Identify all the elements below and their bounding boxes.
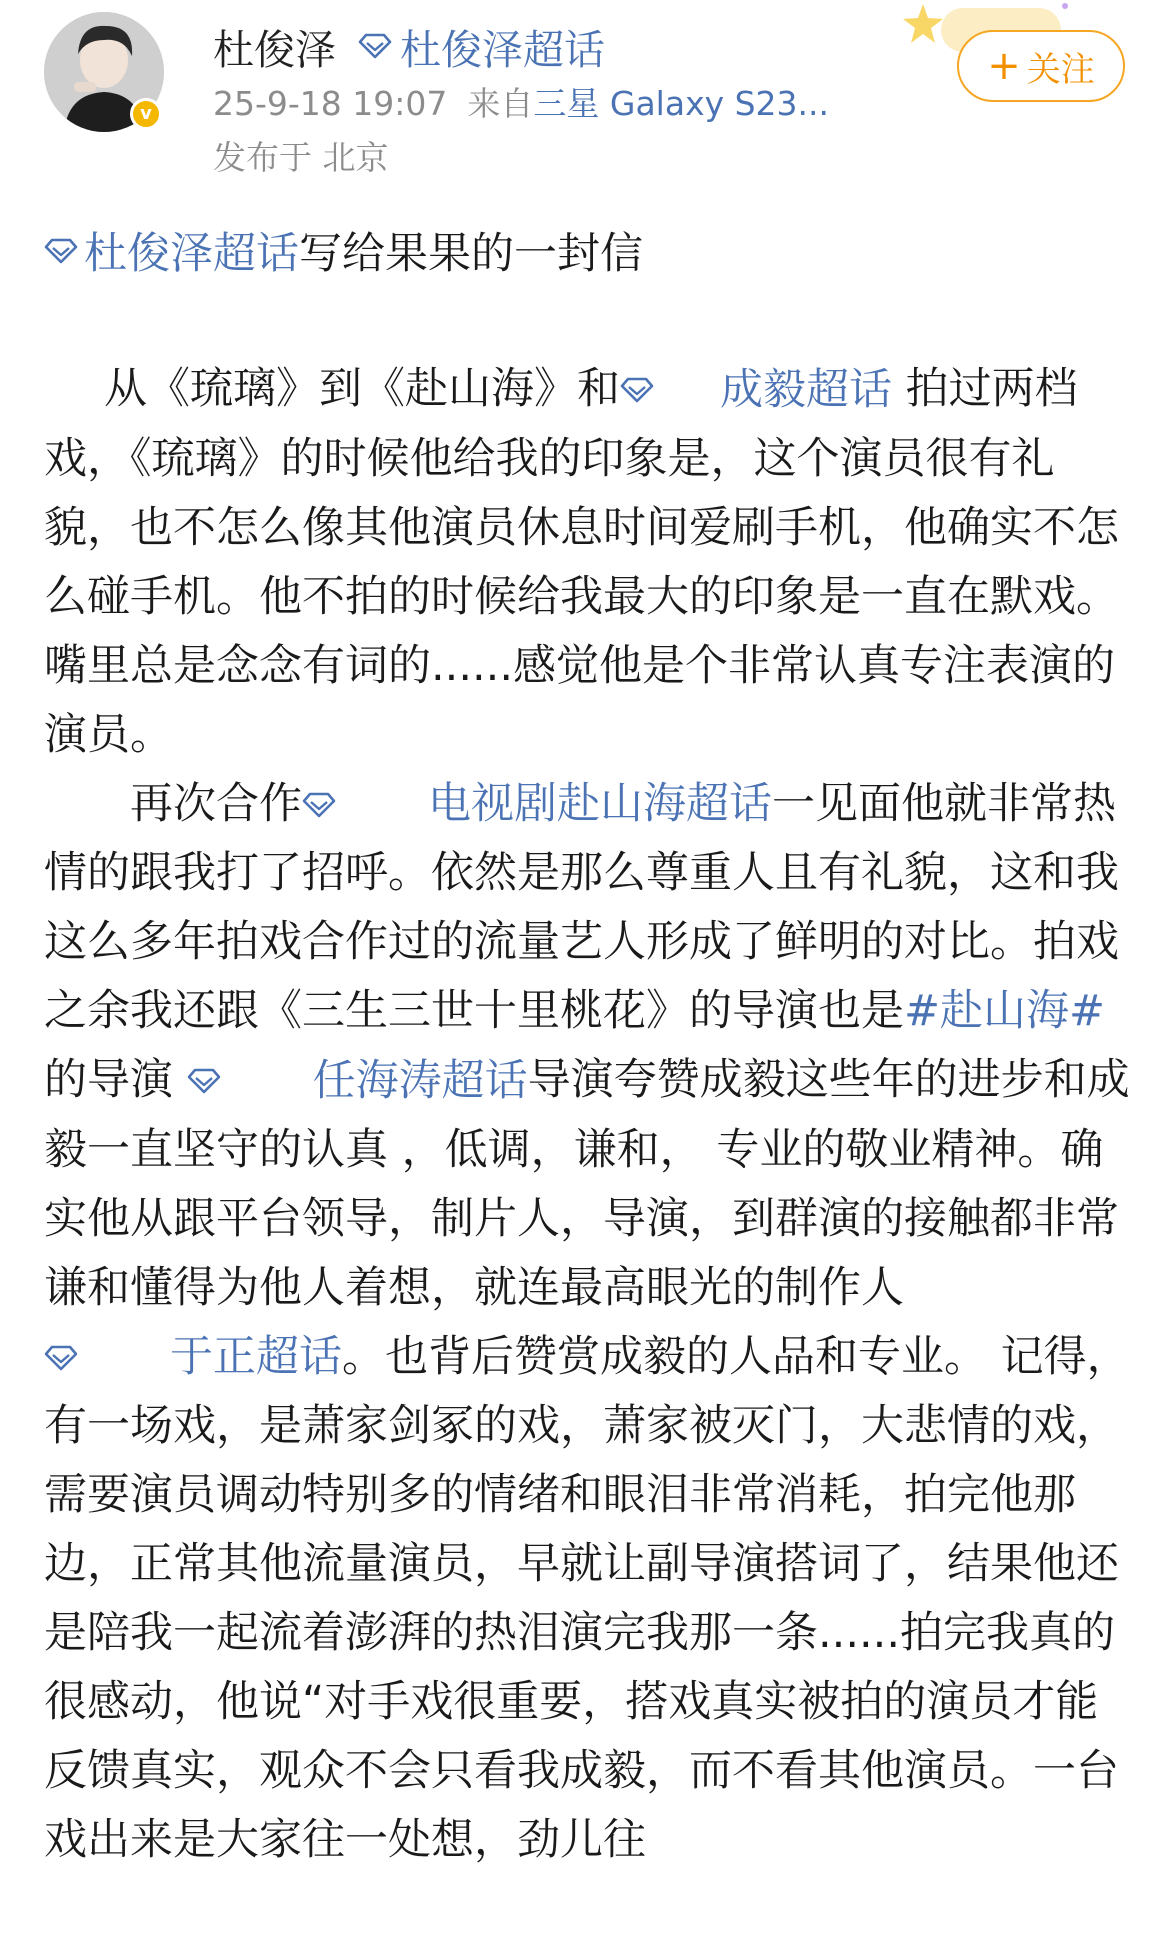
director-supertopic-label: 任海涛超话 [312, 1055, 528, 1106]
p1-text-b: 拍过两档戏，《琉璃》的时候他给我的印象是，这个演员很有礼貌，也不怎么像其他演员休息时间爱刷手机，他确实不怎么碰手机。他不拍的时候给我最大的印象是一直在默戏。嘴里总是念念有词的......感觉他是个非常认真专注表演的演员。 [44, 364, 1119, 760]
diamond-icon [187, 1068, 221, 1094]
title-supertopic-label: 杜俊泽超话 [84, 229, 299, 279]
diamond-icon [302, 792, 336, 818]
post-location: 发布于 北京 [213, 138, 389, 177]
author-row [213, 16, 605, 76]
chengyi-supertopic-link[interactable] [620, 356, 892, 425]
tvdrama-supertopic-link[interactable] [302, 770, 772, 839]
p2-text-e: 。也背后赞赏成毅的人品和专业。 记得，有一场戏，是萧家剑冢的戏，萧家被灭门，大悲情的戏，需要演员调动特别多的情绪和眼泪非常消耗，拍完他那边，正常其他流量演员，早就让副导演搭词了，结果他还是陪我一起流着澎湃的热泪演完我那一条......拍完我真的很感动，他说“对手戏很重要，搭戏真实被拍的演员才能反馈真实，观众不会只看我成毅，而不看其他演员。一台戏出来是大家往一处想，劲儿往 [44, 1331, 1130, 1865]
producer-supertopic-label: 于正超话 [170, 1332, 342, 1382]
chengyi-supertopic-label: 成毅超话 [720, 364, 892, 415]
author-supertopic-label: 杜俊泽超话 [400, 25, 605, 74]
diamond-icon [620, 377, 654, 403]
post-body [44, 355, 1134, 1875]
tvdrama-supertopic-label: 电视剧赴山海超话 [428, 779, 772, 829]
post-header [0, 0, 1170, 177]
paragraph-2 [44, 770, 1134, 1876]
author-name[interactable]: 杜俊泽 [213, 25, 336, 74]
title-text: 写给果果的一封信 [299, 229, 643, 279]
paragraph-1 [44, 355, 1134, 770]
source-prefix: 来自 [467, 84, 534, 123]
post-time: 25-9-18 19:07 [213, 84, 448, 123]
director-supertopic-link[interactable] [187, 1047, 528, 1116]
producer-supertopic-link[interactable] [44, 1323, 342, 1392]
follow-label: 关注 [1026, 49, 1095, 90]
hashtag-link[interactable]: #赴山海# [904, 986, 1106, 1036]
diamond-icon [44, 238, 78, 264]
p1-text-a: 从《琉璃》到《赴山海》和 [104, 364, 620, 414]
device-link[interactable]: 三星 Galaxy S23... [533, 84, 830, 123]
diamond-icon [44, 1345, 78, 1371]
verified-badge-icon: v [130, 98, 162, 130]
plus-icon: + [987, 43, 1021, 89]
p2-text-c: 的导演 [44, 1055, 187, 1105]
p2-text-a: 再次合作 [130, 778, 302, 829]
p2-text-d: 导演夸赞成毅这些年的进步和成毅一直坚守的认真 ，低调，谦和， 专业的敬业精神。确实他从跟平台领导，制片人，导演，到群演的接触都非常谦和懂得为他人着想，就连最高眼光的制作人 [44, 1055, 1130, 1313]
post-meta [213, 78, 829, 125]
title-supertopic-link[interactable] [44, 220, 299, 281]
p2-text-b: 一见面他就非常热情的跟我打了招呼。依然是那么尊重人且有礼貌，这和我这么多年拍戏合作过的流量艺人形成了鲜明的对比。拍戏之余我还跟《三生三世十里桃花》的导演也是 [44, 778, 1119, 1036]
diamond-icon [358, 33, 392, 59]
follow-button[interactable] [957, 30, 1125, 102]
post-title [44, 220, 643, 281]
author-supertopic-link[interactable] [358, 17, 605, 76]
